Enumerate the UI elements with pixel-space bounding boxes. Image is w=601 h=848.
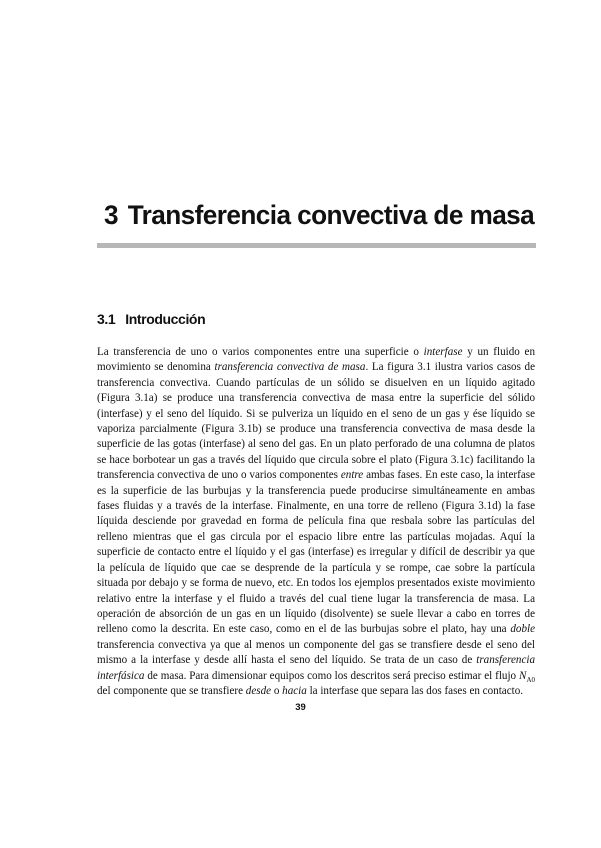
text-run: ambas fases. En este caso, la interfase es la superficie de las burbujas y la transferencia puede producirse simultáneamente en ambas fases fluidas y a través de la interfase. Finalmente, en una torre de relleno (Figura 3.1d) la fase líquida desciende por gravedad en forma de película fina que resbala sobre las partículas del relleno mientras que el gas circula por el espacio libre entre las partículas mojadas. Aquí la superficie de contacto entre el líquido y el gas (interfase) es irregular y difícil de describir ya que la película de líquido que cae se desprende de la partícula y se rompe, cae sobre la partícula situada por debajo y se forma de nuevo, etc. En todos los ejemplos presentados existe movimiento relativo entre la interfase y el fluido a través del cual tiene lugar la transferencia de masa. La operación de absorción de un gas en un líquido (disolvente) se suele llevar a cabo en torres de relleno como la descrita. En este caso, como en el de las burbujas sobre el plato, hay una: [97, 469, 535, 636]
italic-term: desde: [245, 684, 272, 697]
text-run: transferencia convectiva ya que al menos un componente del gas se transfiere desde el seno del mismo a la interfase y desde allí hasta el seno del líquido. Se trata de un caso de: [97, 638, 535, 667]
text-run: y un fluido en movimiento se denomina: [97, 346, 535, 374]
italic-term: interfase: [423, 346, 463, 358]
section-title-text: Introducción: [125, 311, 206, 327]
italic-term: entre: [340, 469, 364, 482]
flux-symbol: N: [519, 669, 527, 682]
section-number: 3.1: [97, 311, 116, 327]
text-run: de masa. Para dimensionar equipos como los descritos será preciso estimar el flujo: [144, 669, 520, 682]
flux-subscript: A0: [526, 675, 535, 684]
text-run: o: [271, 684, 283, 697]
chapter-number: 3: [104, 200, 118, 230]
italic-term: doble: [510, 623, 535, 636]
page-number: 39: [295, 702, 306, 713]
body-paragraph: [97, 345, 535, 699]
italic-term: transferencia convectiva de masa: [214, 361, 366, 374]
section-heading: [97, 311, 205, 327]
chapter-divider: [97, 243, 536, 248]
italic-term: transferencia interfásica: [97, 654, 535, 682]
text-run: La transferencia de uno o varios componentes entre una superficie o: [97, 346, 424, 358]
text-run: del componente que se transfiere: [97, 684, 246, 697]
text-run: . La figura 3.1 ilustra varios casos de transferencia convectiva. Cuando partículas de un sólido se disuelven en un líquido agitado (Figura 3.1a) se produce una transferencia convectiva de masa entre la superficie del sólido (interfase) y el seno del líquido. Si se pulveriza un líquido en el seno de un gas y ése líquido se vaporiza parcialmente (Figura 3.1b) se produce una transferencia convectiva de masa desde la superficie de las gotas (interfase) al seno del gas. En un plato perforado de una columna de platos se hace borbotear un gas a través del líquido que circula sobre el plato (Figura 3.1c) facilitando la transferencia convectiva de uno o varios componentes: [97, 361, 535, 482]
text-run: la interfase que separa las dos fases en contacto.: [306, 684, 524, 697]
chapter-title-text: Transferencia convectiva de masa: [127, 200, 535, 230]
chapter-title: [104, 200, 535, 231]
italic-term: hacia: [282, 684, 307, 697]
